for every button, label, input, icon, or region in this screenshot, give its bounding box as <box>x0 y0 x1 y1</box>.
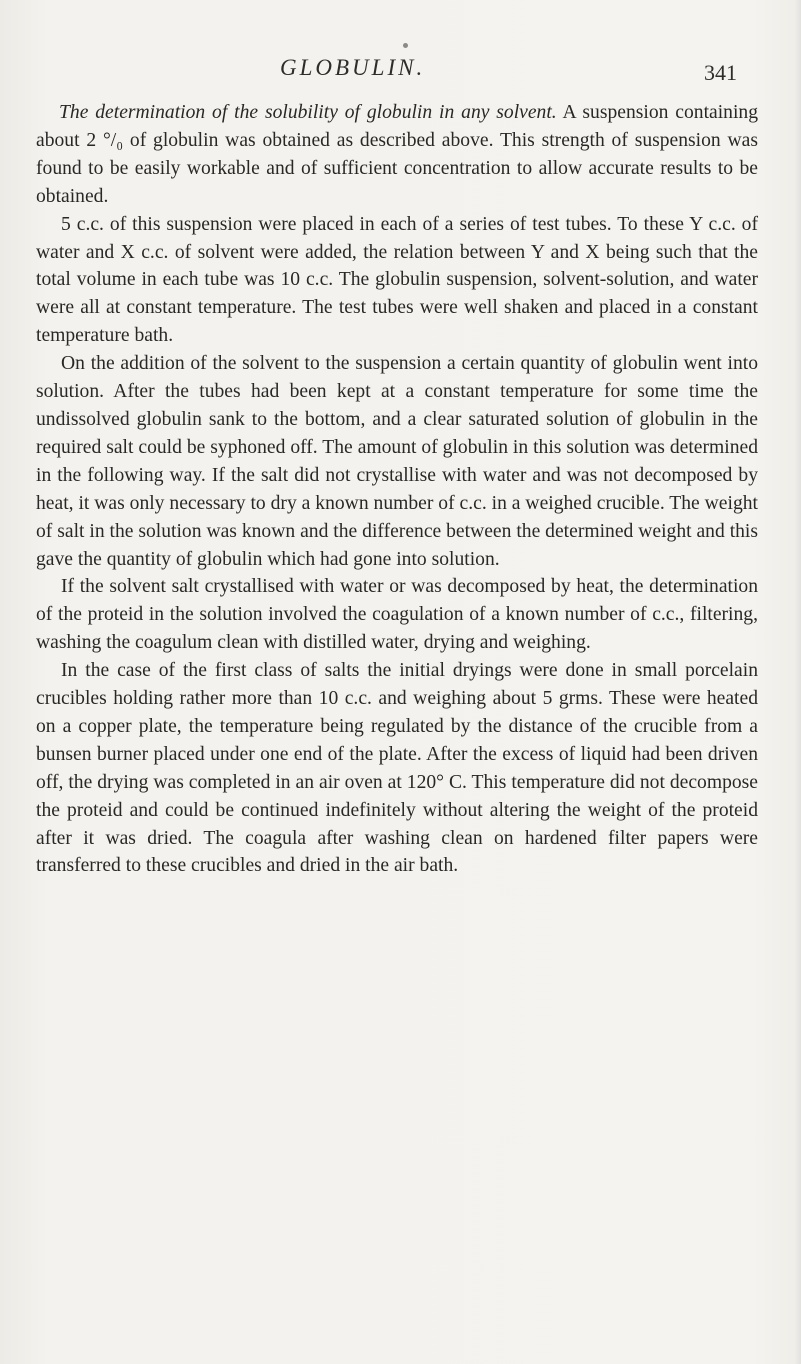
paragraph-1 <box>36 99 758 211</box>
ink-speck <box>403 43 408 48</box>
page-number: 341 <box>704 60 737 85</box>
running-title: GLOBULIN. <box>280 55 426 80</box>
paragraph-3: On the addition of the solvent to the suspension a certain quantity of globulin went into solution. After the tubes had been kept at a constant temperature for some time the undissolved globulin sank to the bottom, and a clear saturated solution of globulin in the required salt could be syphoned off. The amount of globulin in this solution was determined in the following way. If the salt did not crystallise with water and was not decomposed by heat, it was only necessary to dry a known number of c.c. in a weighed crucible. The weight of salt in the solution was known and the difference between the determined weight and this gave the quantity of globulin which had gone into solution. <box>36 353 758 570</box>
paragraph-4: If the solvent salt crystallised with water or was decomposed by heat, the determination of the proteid in the solution involved the coagulation of a known number of c.c., filtering, washing the coagulum clean with distilled water, drying and weighing. <box>36 576 758 654</box>
paragraph-5: In the case of the first class of salts the initial dryings were done in small porcelain crucibles holding rather more than 10 c.c. and weighing about 5 grms. These were heated on a copper plate, the temperature being regulated by the distance of the crucible from a bunsen burner placed under one end of the plate. After the excess of liquid had been driven off, the drying was completed in an air oven at 120° C. This temperature did not decompose the proteid and could be continued indefinitely without altering the weight of the proteid after it was dried. The coagula after washing clean on hardened filter papers were transferred to these crucibles and dried in the air bath. <box>36 660 758 877</box>
paragraph-1-text: A suspension containing about 2 °/₀ of globulin was obtained as described above. This strength of suspension was found to be easily workable and of sufficient concentration to allow accurate results to be obtained. <box>36 102 758 207</box>
section-heading: The determination of the solubility of globulin in any solvent. <box>59 102 557 123</box>
body-text <box>36 99 758 880</box>
paragraph-2: 5 c.c. of this suspension were placed in each of a series of test tubes. To these Y c.c. of water and X c.c. of solvent were added, the relation between Y and X being such that the total volume in each tube was 10 c.c. The globulin suspension, solvent-solution, and water were all at constant temperature. The test tubes were well shaken and placed in a constant temperature bath. <box>36 213 758 347</box>
page-edge-shadow <box>795 0 801 1364</box>
